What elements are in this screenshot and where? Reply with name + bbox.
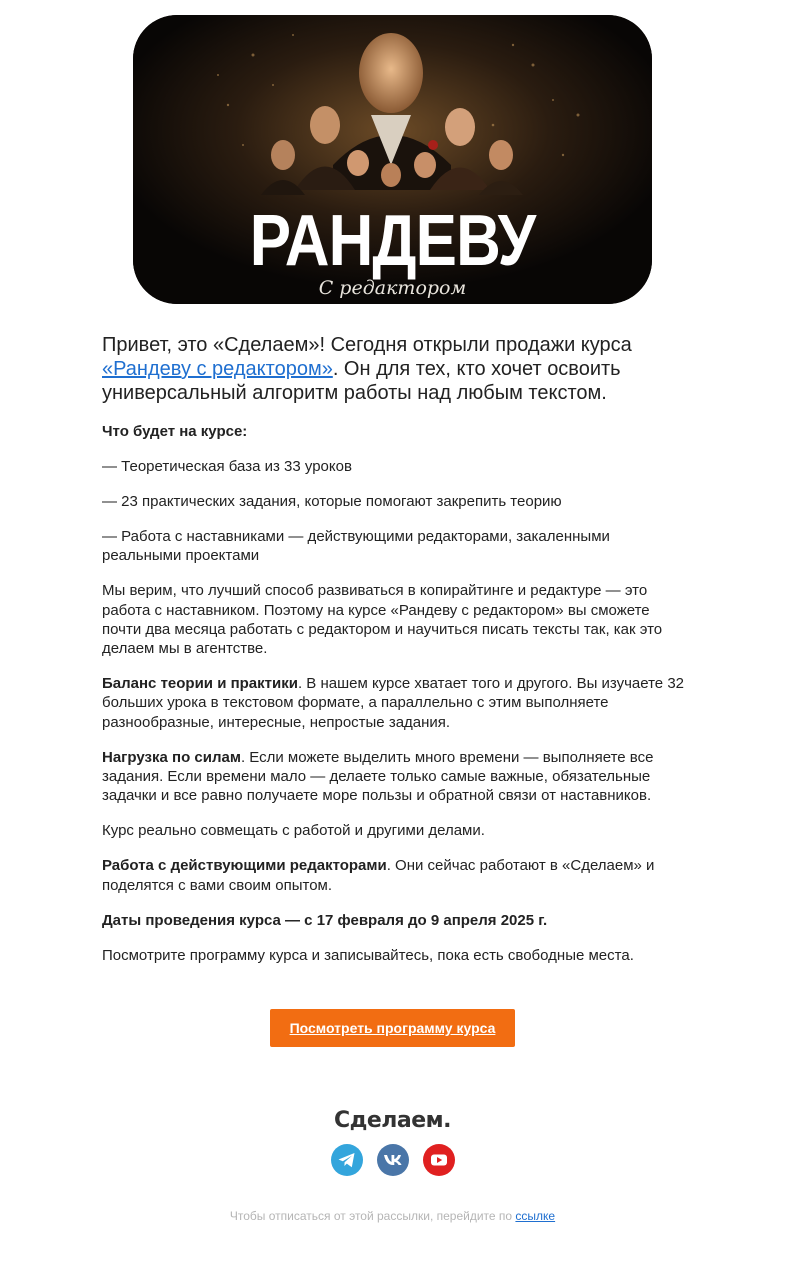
vk-icon[interactable] [377, 1144, 409, 1176]
unsubscribe-line [0, 1209, 785, 1223]
unsubscribe-link[interactable]: ссылке [515, 1209, 556, 1223]
editors-paragraph [102, 856, 684, 895]
dates-text: Даты проведения курса — с 17 февраля до 9 апреля 2025 г. [102, 911, 548, 929]
telegram-icon[interactable] [331, 1144, 363, 1176]
unsubscribe-text: Чтобы отписаться от этой рассылки, перейдите по [229, 1209, 516, 1223]
load-text: . Если можете выделить много времени — выполняете все задания. Если времени мало — делаете только самые важные, обязательные задачки и все равно получаете море пользы и обратной связи от наставников. [102, 748, 654, 805]
intro-text: Привет, это «Сделаем»! Сегодня открыли продажи курса [102, 334, 632, 356]
view-program-button[interactable]: Посмотреть программу курса [270, 1009, 516, 1047]
intro-paragraph [102, 333, 684, 405]
balance-text: . В нашем курсе хватает того и другого. Вы изучаете 32 больших урока в текстовом формате, а параллельно с этим выполняете разнообразные, интересные, непростые задания. [102, 675, 685, 731]
course-link[interactable]: «Рандеву с редактором» [102, 358, 333, 380]
social-links [331, 1144, 455, 1176]
balance-paragraph [102, 674, 684, 732]
banner-subtitle: С редактором [318, 277, 467, 299]
email-body [102, 333, 684, 981]
course-heading [102, 422, 684, 441]
course-banner[interactable] [133, 15, 652, 304]
course-heading-text: Что будет на курсе: [102, 423, 248, 440]
button-container [0, 1009, 785, 1047]
course-item: — Теоретическая база из 33 уроков [102, 457, 352, 475]
editors-heading: Работа с действующими редакторами [102, 857, 387, 875]
sdelaem-logo: Сделаем. [333, 1108, 452, 1133]
load-paragraph [102, 748, 684, 806]
cta-paragraph: Посмотрите программу курса и записывайтесь, пока есть свободные места. [102, 946, 634, 964]
dates-paragraph [102, 911, 684, 930]
course-item: — 23 практических задания, которые помогают закрепить теорию [102, 492, 562, 510]
intro-text-end: . Он для тех, кто хочет освоить универсальный алгоритм работы над любым текстом. [102, 358, 621, 404]
banner-title: РАНДЕВУ [249, 201, 536, 281]
editors-text: . Они сейчас работают в «Сделаем» и поделятся с вами своим опытом. [102, 857, 655, 894]
load-heading: Нагрузка по силам [102, 748, 241, 766]
combine-paragraph: Курс реально совмещать с работой и другими делами. [102, 822, 485, 840]
balance-heading: Баланс теории и практики [102, 675, 298, 693]
belief-paragraph: Мы верим, что лучший способ развиваться в копирайтинге и редактуре — это работа с наставником. Поэтому на курсе «Рандеву с редактором» вы сможете почти два месяца работать с редактором и научиться писать тексты так, как это делаем мы в агентстве. [102, 582, 663, 658]
course-item: — Работа с наставниками — действующими редакторами, закаленными реальными проектами [102, 527, 610, 565]
youtube-icon[interactable] [423, 1144, 455, 1176]
